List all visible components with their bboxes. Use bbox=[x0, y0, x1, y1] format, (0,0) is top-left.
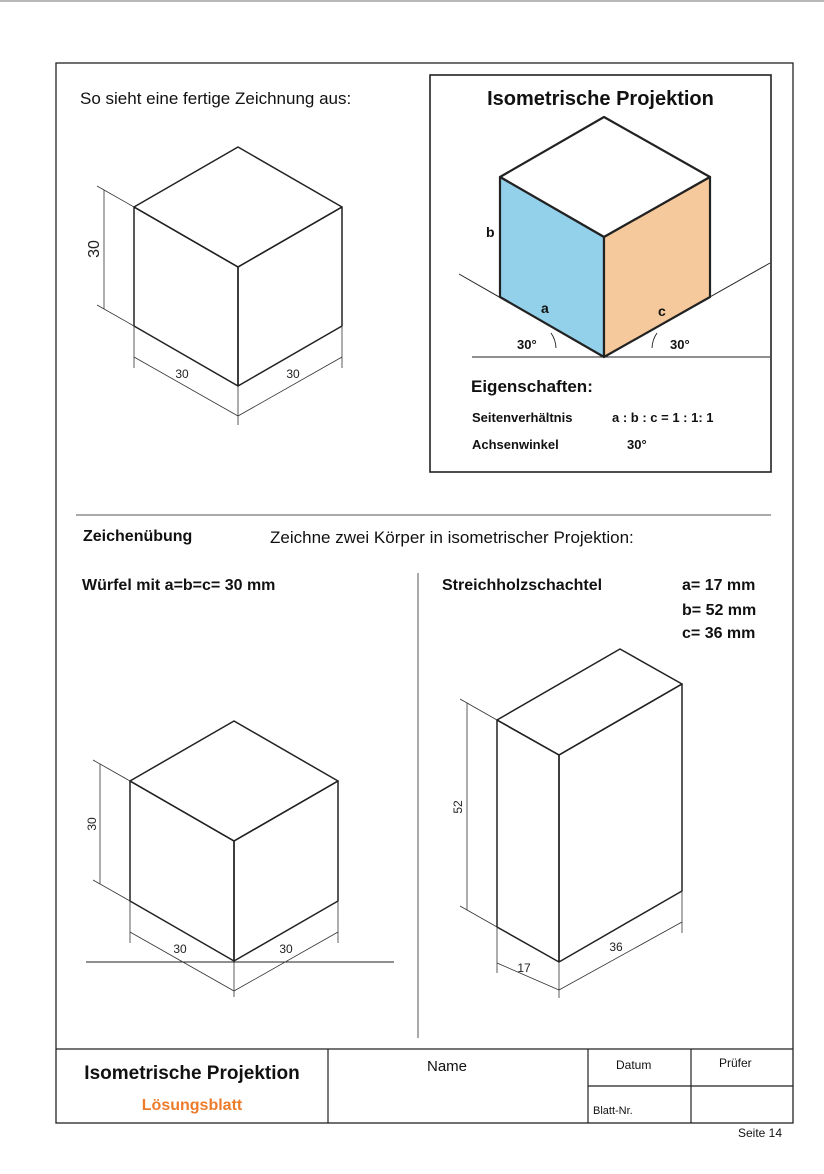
matchbox-a: a= 17 mm bbox=[682, 577, 756, 594]
exercise-cube bbox=[130, 721, 338, 961]
sheet-number-label: Blatt-Nr. bbox=[593, 1105, 633, 1117]
page-number: Seite 14 bbox=[738, 1126, 783, 1140]
info-box-title: Isometrische Projektion bbox=[487, 88, 714, 110]
example-dim-height: 30 bbox=[86, 240, 103, 258]
exercise-title: Zeichenübung bbox=[83, 528, 193, 545]
matchbox bbox=[497, 649, 682, 962]
example-dim-left: 30 bbox=[175, 367, 189, 381]
ratio-label: Seitenverhältnis bbox=[472, 410, 573, 425]
cube-dim-right: 30 bbox=[279, 942, 293, 956]
label-b: b bbox=[486, 224, 495, 240]
matchbox-dim-left: 17 bbox=[517, 961, 531, 975]
matchbox-title: Streichholzschachtel bbox=[442, 577, 603, 594]
matchbox-dimensions bbox=[460, 699, 682, 998]
angle-left-label: 30° bbox=[517, 337, 537, 352]
cube-title: Würfel mit a=b=c= 30 mm bbox=[82, 577, 276, 594]
matchbox-dim-height: 52 bbox=[451, 800, 465, 814]
angle-label: Achsenwinkel bbox=[472, 437, 559, 452]
example-dim-right: 30 bbox=[286, 367, 300, 381]
exercise-task: Zeichne zwei Körper in isometrischer Projektion: bbox=[270, 528, 634, 547]
angle-value: 30° bbox=[627, 437, 647, 452]
label-c: c bbox=[658, 303, 666, 319]
date-label: Datum bbox=[616, 1058, 652, 1072]
cube-dim-height: 30 bbox=[85, 817, 99, 831]
info-cube bbox=[500, 117, 710, 357]
properties-heading: Eigenschaften: bbox=[471, 377, 593, 396]
matchbox-b: b= 52 mm bbox=[682, 602, 757, 619]
footer-title: Isometrische Projektion bbox=[84, 1063, 300, 1084]
checker-label: Prüfer bbox=[719, 1056, 752, 1070]
example-cube bbox=[134, 147, 342, 386]
intro-text: So sieht eine fertige Zeichnung aus: bbox=[80, 89, 352, 108]
footer-subtitle: Lösungsblatt bbox=[141, 1097, 243, 1114]
label-a: a bbox=[541, 300, 549, 316]
name-label: Name bbox=[427, 1058, 468, 1075]
matchbox-dim-right: 36 bbox=[609, 940, 623, 954]
angle-right-label: 30° bbox=[670, 337, 690, 352]
ratio-value: a : b : c = 1 : 1: 1 bbox=[612, 410, 714, 425]
matchbox-c: c= 36 mm bbox=[682, 625, 756, 642]
cube-dim-left: 30 bbox=[173, 942, 187, 956]
